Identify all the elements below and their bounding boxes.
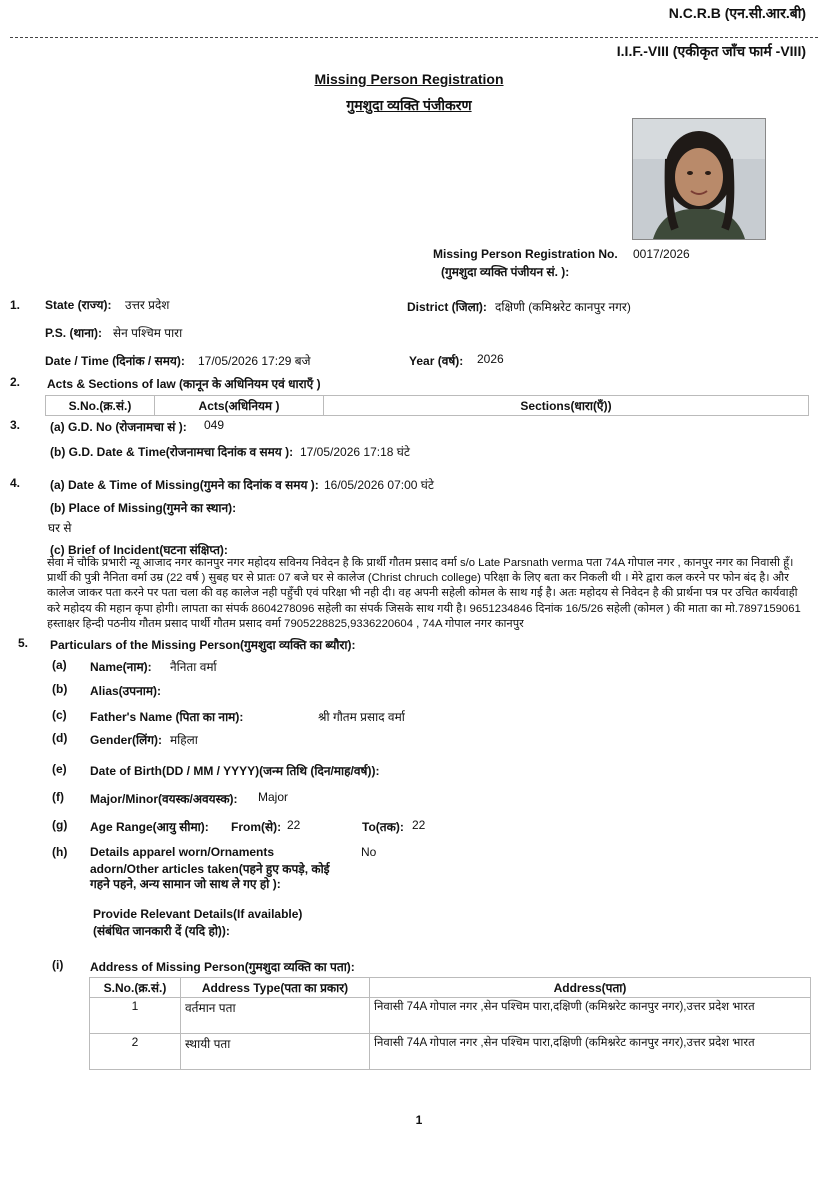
person-photo-image bbox=[633, 119, 765, 239]
name-value: नैनिता वर्मा bbox=[170, 660, 217, 674]
district-value: दक्षिणी (कमिश्नरेट कानपुर नगर) bbox=[495, 300, 631, 314]
address-row-type: स्थायी पता bbox=[181, 1034, 370, 1070]
apparel-value: No bbox=[361, 845, 377, 859]
relevant-details-label: Provide Relevant Details(If available) bbox=[93, 907, 303, 921]
item-e-tag: (e) bbox=[52, 762, 67, 776]
address-header-sno: S.No.(क्र.सं.) bbox=[90, 978, 181, 998]
item-f-tag: (f) bbox=[52, 790, 64, 804]
acts-header-sections: Sections(धारा(एँ)) bbox=[324, 396, 809, 416]
alias-label: Alias(उपनाम): bbox=[90, 684, 162, 698]
ps-value: सेन पश्चिम पारा bbox=[113, 326, 183, 340]
district-label: District (जिला): bbox=[407, 300, 487, 314]
acts-header-sno: S.No.(क्र.सं.) bbox=[46, 396, 155, 416]
datetime-label: Date / Time (दिनांक / समय): bbox=[45, 354, 185, 368]
header-divider bbox=[10, 37, 818, 38]
address-row-sno: 1 bbox=[90, 998, 181, 1034]
section-5-number: 5. bbox=[18, 636, 29, 650]
gd-number-value: 049 bbox=[204, 418, 225, 432]
missing-place-value: घर से bbox=[48, 521, 72, 535]
age-range-label: Age Range(आयु सीमा): bbox=[90, 820, 209, 834]
year-value: 2026 bbox=[477, 352, 504, 366]
age-from-label: From(से): bbox=[231, 820, 282, 834]
form-id: I.I.F.-VIII (एकीकृत जाँच फार्म -VIII) bbox=[616, 43, 806, 59]
particulars-label: Particulars of the Missing Person(गुमशुदा व्यक्ति का ब्यौरा): bbox=[50, 638, 356, 652]
missing-datetime-value: 16/05/2026 07:00 घंटे bbox=[324, 478, 434, 492]
page-number: 1 bbox=[415, 1113, 423, 1127]
registration-label-hi: (गुमशुदा व्यक्ति पंजीयन सं. ): bbox=[441, 265, 570, 279]
father-name-label: Father's Name (पिता का नाम): bbox=[90, 710, 244, 724]
address-row-sno: 2 bbox=[90, 1034, 181, 1070]
major-minor-label: Major/Minor(वयस्क/अवयस्क): bbox=[90, 792, 238, 806]
registration-number: 0017/2026 bbox=[633, 247, 690, 261]
brief-label: (c) Brief of Incident(घटना संक्षिप्त): bbox=[50, 543, 228, 557]
state-label: State (राज्य): bbox=[45, 298, 112, 312]
relevant-details-label-hi: (संबंधित जानकारी दें (यदि हो)): bbox=[93, 924, 230, 938]
address-row-address: निवासी 74A गोपाल नगर ,सेन पश्चिम पारा,दक्षिणी (कमिश्नरेट कानपुर नगर),उत्तर प्रदेश भारत bbox=[370, 998, 811, 1034]
gd-datetime-label: (b) G.D. Date & Time(रोजनामचा दिनांक व समय ): bbox=[50, 445, 294, 459]
major-minor-value: Major bbox=[258, 790, 289, 804]
title-english: Missing Person Registration bbox=[314, 71, 504, 87]
address-row-type: वर्तमान पता bbox=[181, 998, 370, 1034]
section-2-number: 2. bbox=[10, 375, 21, 389]
address-row bbox=[90, 1034, 811, 1070]
address-row-address: निवासी 74A गोपाल नगर ,सेन पश्चिम पारा,दक्षिणी (कमिश्नरेट कानपुर नगर),उत्तर प्रदेश भारत bbox=[370, 1034, 811, 1070]
gd-datetime-value: 17/05/2026 17:18 घंटे bbox=[300, 445, 410, 459]
item-i-tag: (i) bbox=[52, 958, 64, 972]
item-b-tag: (b) bbox=[52, 682, 68, 696]
missing-datetime-label: (a) Date & Time of Missing(गुमने का दिनांक व समय ): bbox=[50, 478, 319, 492]
registration-label-en: Missing Person Registration No. bbox=[433, 247, 618, 261]
datetime-value: 17/05/2026 17:29 बजे bbox=[198, 354, 311, 368]
address-table bbox=[89, 977, 811, 1070]
acts-header-acts: Acts(अधिनियम ) bbox=[155, 396, 324, 416]
address-label: Address of Missing Person(गुमशुदा व्यक्ति का पता): bbox=[90, 960, 355, 974]
age-from-value: 22 bbox=[287, 818, 301, 832]
address-header-address: Address(पता) bbox=[370, 978, 811, 998]
section-1-number: 1. bbox=[10, 298, 21, 312]
item-h-tag: (h) bbox=[52, 845, 68, 859]
title-hindi: गुमशुदा व्यक्ति पंजीकरण bbox=[346, 97, 472, 113]
age-to-value: 22 bbox=[412, 818, 426, 832]
apparel-label-line1: Details apparel worn/Ornaments bbox=[90, 845, 275, 859]
apparel-label-line3: गहने पहने, अन्य सामान जो साथ ले गए हो ): bbox=[90, 877, 281, 891]
item-a-tag: (a) bbox=[52, 658, 67, 672]
name-label: Name(नाम): bbox=[90, 660, 152, 674]
brief-of-incident: सेवा में चौकि प्रभारी न्यू आजाद नगर कानपुर नगर महोदय सविनय निवेदन है कि प्रार्थी गौतम प्रसाद वर्मा s/o Late Parsnath verma पता 74A गोपाल नगर , कानपुर नगर का निवासी हूँ। प्रार्थी की पुत्री नैनिता वर्मा उम्र (22 वर्ष ) सुबह घर से प्रातः 07 बजे घर से कालेज (Christ chruch college) परिक्षा के लिए बता कर निकली थी । मेरे द्वारा कल करने पर फोन बंद है। और कालेज जाकर पता करने पर पता चला की वह कालेज नही पहुँची एवं परिक्षा भी नही दी। वह अपनी सहेली कोमल के साथ गई है। अतः महोदय से निवेदन है की प्रार्थना पत्र पर उचित कार्यवाही करे महोदय की महान कृपा होगी। लापता का संपर्क 8604278096 सहेली का संपर्क जिसके साथ गयी है। 9651234846 दिनांक 16/5/26 सहेली (कोमल ) की माता का मो.7897159061 हस्ताक्षर हिन्दी पठनीय गौतम प्रसाद पार्थी गौतम प्रसाद वर्मा 7905228825,9336220604 , 74A गोपाल नगर कानपुर bbox=[47, 557, 801, 630]
item-c-tag: (c) bbox=[52, 708, 67, 722]
dob-label: Date of Birth(DD / MM / YYYY)(जन्म तिथि (दिन/माह/वर्ष)): bbox=[90, 764, 380, 778]
acts-sections-label: Acts & Sections of law (कानून के अधिनियम एवं धाराएँ ) bbox=[47, 377, 321, 391]
section-4-number: 4. bbox=[10, 476, 21, 490]
address-row bbox=[90, 998, 811, 1034]
year-label: Year (वर्ष): bbox=[409, 354, 464, 368]
missing-place-label: (b) Place of Missing(गुमने का स्थान): bbox=[50, 501, 237, 515]
item-g-tag: (g) bbox=[52, 818, 68, 832]
ps-label: P.S. (थाना): bbox=[45, 326, 102, 340]
item-d-tag: (d) bbox=[52, 731, 68, 745]
state-value: उत्तर प्रदेश bbox=[125, 298, 170, 312]
missing-person-photo bbox=[632, 118, 766, 240]
gender-label: Gender(लिंग): bbox=[90, 733, 163, 747]
gender-value: महिला bbox=[170, 733, 198, 747]
section-3-number: 3. bbox=[10, 418, 21, 432]
father-name-value: श्री गौतम प्रसाद वर्मा bbox=[318, 710, 405, 724]
gd-number-label: (a) G.D. No (रोजनामचा सं ): bbox=[50, 420, 187, 434]
age-to-label: To(तक): bbox=[362, 820, 404, 834]
address-header-type: Address Type(पता का प्रकार) bbox=[181, 978, 370, 998]
ncrb-header: N.C.R.B (एन.सी.आर.बी) bbox=[668, 5, 806, 21]
apparel-label-line2: adorn/Other articles taken(पहने हुए कपड़े, कोई bbox=[90, 862, 330, 876]
acts-table bbox=[45, 395, 809, 416]
